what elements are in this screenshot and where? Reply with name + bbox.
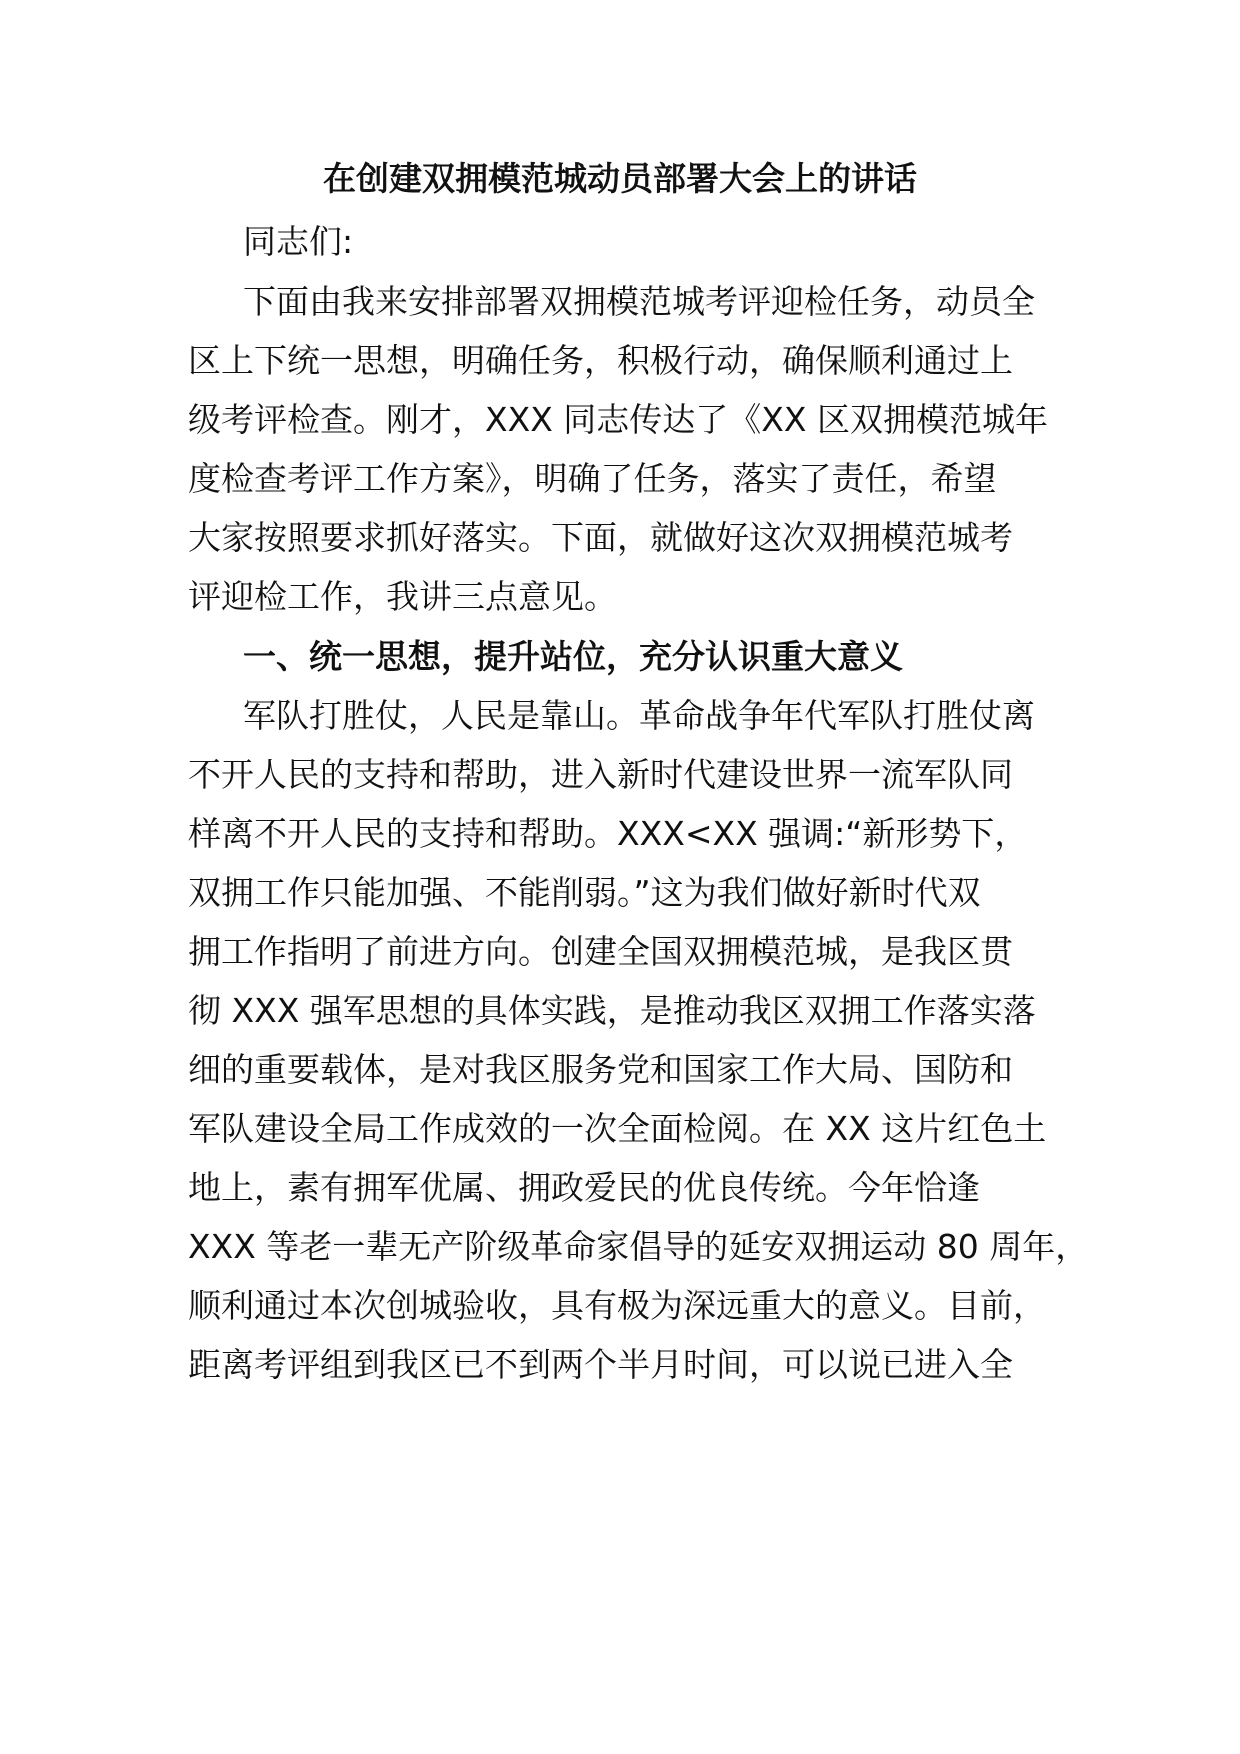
paragraph-line: 级考评检查。刚才，XXX 同志传达了《XX 区双拥模范城年 <box>188 400 1049 439</box>
paragraph-line: 下面由我来安排部署双拥模范城考评迎检任务，动员全 <box>243 282 1035 321</box>
paragraph-line: 不开人民的支持和帮助，进入新时代建设世界一流军队同 <box>188 755 1013 794</box>
paragraph-line: 细的重要载体，是对我区服务党和国家工作大局、国防和 <box>188 1050 1013 1089</box>
paragraph-line: 军队建设全局工作成效的一次全面检阅。在 XX 这片红色土 <box>188 1109 1047 1148</box>
paragraph-line: 评迎检工作，我讲三点意见。 <box>188 577 617 616</box>
paragraph-line: 拥工作指明了前进方向。创建全国双拥模范城，是我区贯 <box>188 932 1013 971</box>
paragraph-line: 双拥工作只能加强、不能削弱。”这为我们做好新时代双 <box>188 873 981 912</box>
paragraph-line: 距离考评组到我区已不到两个半月时间，可以说已进入全 <box>188 1345 1013 1384</box>
paragraph-line: 军队打胜仗，人民是靠山。革命战争年代军队打胜仗离 <box>243 696 1035 735</box>
paragraph-line: XXX 等老一辈无产阶级革命家倡导的延安双拥运动 80 周年， <box>188 1227 1089 1266</box>
paragraph-line: 大家按照要求抓好落实。下面，就做好这次双拥模范城考 <box>188 518 1013 557</box>
document-title: 在创建双拥模范城动员部署大会上的讲话 <box>323 159 917 198</box>
greeting: 同志们: <box>243 222 354 261</box>
paragraph-line: 顺利通过本次创城验收，具有极为深远重大的意义。目前， <box>188 1286 1046 1325</box>
paragraph-line: 地上，素有拥军优属、拥政爱民的优良传统。今年恰逢 <box>188 1168 980 1207</box>
paragraph-line: 彻 XXX 强军思想的具体实践，是推动我区双拥工作落实落 <box>188 991 1036 1030</box>
paragraph-line: 区上下统一思想，明确任务，积极行动，确保顺利通过上 <box>188 341 1013 380</box>
paragraph-line: 度检查考评工作方案》，明确了任务，落实了责任，希望 <box>188 459 997 498</box>
section-heading: 一、统一思想，提升站位，充分认识重大意义 <box>243 637 903 676</box>
paragraph-line: 样离不开人民的支持和帮助。XXX<XX 强调:“新形势下， <box>188 814 1028 853</box>
